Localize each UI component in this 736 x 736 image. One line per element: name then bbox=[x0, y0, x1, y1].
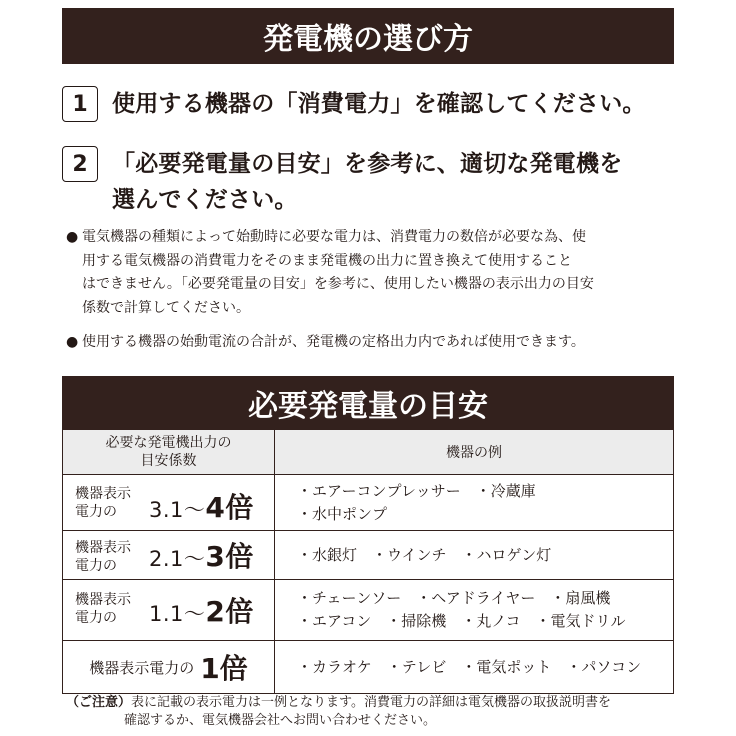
generator-factor-table bbox=[62, 429, 674, 694]
header-examples: 機器の例 bbox=[275, 430, 674, 475]
bullet-icon: ● bbox=[66, 229, 79, 245]
factor-value: 1.1〜2倍 bbox=[149, 595, 254, 628]
factor-cell: 機器表示電力の 1倍 bbox=[63, 641, 275, 694]
table-row bbox=[63, 531, 674, 580]
table-row bbox=[63, 475, 674, 531]
note-line: 係数で計算してください。 bbox=[82, 299, 250, 316]
factor-value: 3.1〜4倍 bbox=[149, 491, 254, 524]
examples-cell: ・エアーコンプレッサー ・冷蔵庫 ・水中ポンプ bbox=[275, 475, 674, 531]
table-title: 必要発電量の目安 bbox=[248, 388, 488, 424]
step-text: 使用する機器の「消費電力」を確認してください。 bbox=[112, 91, 646, 117]
factor-cell: 機器表示 電力の 1.1〜2倍 bbox=[63, 580, 275, 641]
step-1 bbox=[62, 86, 646, 122]
header-factor: 必要な発電機出力の 目安係数 bbox=[63, 430, 275, 475]
step-text-line: 「必要発電量の目安」を参考に、適切な発電機を bbox=[112, 151, 623, 177]
note-line: はできません。「必要発電量の目安」を参考に、使用したい機器の表示出力の目安 bbox=[82, 276, 594, 292]
factor-value: 1倍 bbox=[200, 652, 248, 685]
table-title-banner bbox=[62, 376, 674, 429]
step-2 bbox=[62, 146, 622, 218]
page-title-banner bbox=[62, 8, 674, 64]
step-number: 2 bbox=[62, 146, 98, 182]
note-item bbox=[66, 331, 676, 355]
note-line: 電気機器の種類によって始動時に必要な電力は、消費電力の数倍が必要な為、使 bbox=[82, 229, 586, 245]
note-line: 用する電気機器の消費電力をそのまま発電機の出力に置き換えて使用すること bbox=[82, 252, 572, 269]
note-line: 使用する機器の始動電流の合計が、発電機の定格出力内であれば使用できます。 bbox=[82, 334, 585, 350]
factor-cell: 機器表示 電力の 3.1〜4倍 bbox=[63, 475, 275, 531]
caution-heading: （ご注意） bbox=[66, 695, 132, 710]
table-row bbox=[63, 641, 674, 694]
note-item bbox=[66, 226, 676, 320]
step-text-line: 選んでください。 bbox=[112, 187, 298, 213]
table-row bbox=[63, 580, 674, 641]
step-text bbox=[112, 146, 622, 218]
step-number: 1 bbox=[62, 86, 98, 122]
factor-value: 2.1〜3倍 bbox=[149, 540, 254, 573]
bullet-icon: ● bbox=[66, 334, 79, 350]
page-title: 発電機の選び方 bbox=[263, 22, 473, 57]
examples-cell: ・水銀灯 ・ウインチ ・ハロゲン灯 bbox=[275, 531, 674, 580]
caution-note: （ご注意）表に記載の表示電力は一例となります。消費電力の詳細は電気機器の取扱説明書を 確認するか、電気機器会社へお問い合わせください。 bbox=[66, 695, 611, 728]
table-header-row bbox=[63, 430, 674, 475]
examples-cell: ・カラオケ ・テレビ ・電気ポット ・パソコン bbox=[275, 641, 674, 694]
factor-cell: 機器表示 電力の 2.1〜3倍 bbox=[63, 531, 275, 580]
examples-cell: ・チェーンソー ・ヘアドライヤー ・扇風機 ・エアコン ・掃除機 ・丸ノコ ・電気ドリル bbox=[275, 580, 674, 641]
